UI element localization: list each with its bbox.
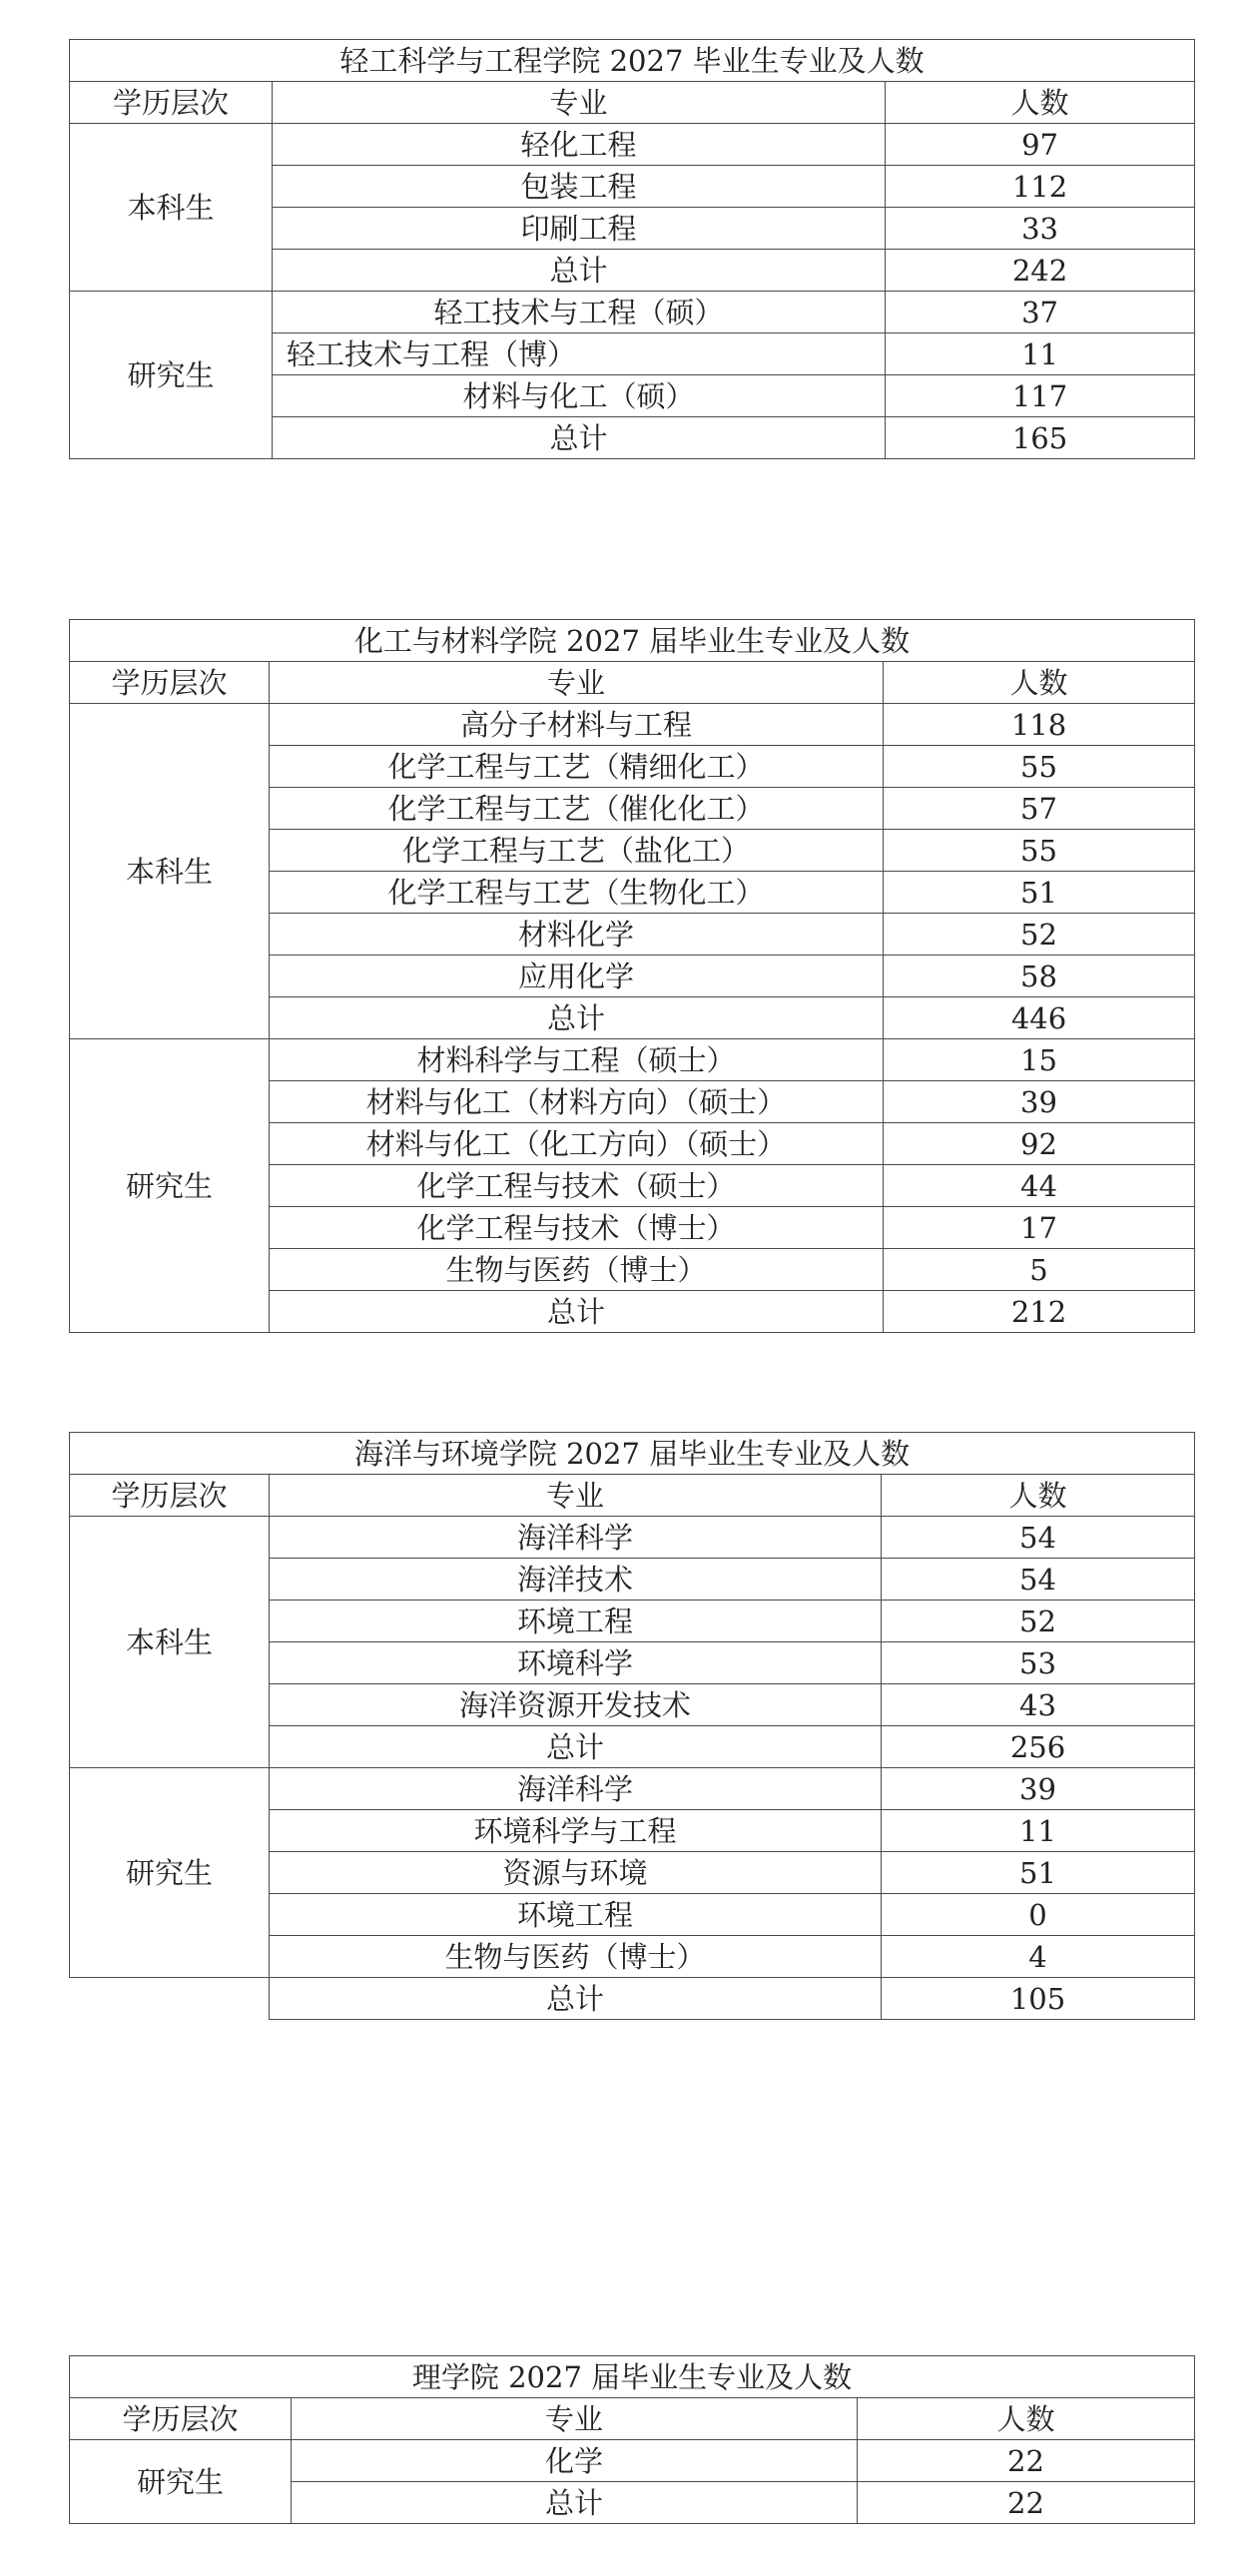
header-count: 人数	[858, 2398, 1195, 2440]
major-cell: 资源与环境	[270, 1852, 882, 1894]
level-cell: 本科生	[70, 124, 273, 292]
count-cell: 11	[886, 333, 1195, 375]
major-cell: 化学工程与工艺（生物化工）	[270, 872, 884, 914]
major-cell: 海洋科学	[270, 1517, 882, 1559]
count-cell: 11	[882, 1810, 1195, 1852]
major-cell: 生物与医药（博士）	[270, 1249, 884, 1291]
count-cell: 55	[884, 746, 1195, 788]
header-level: 学历层次	[70, 662, 270, 704]
header-count: 人数	[886, 82, 1195, 124]
count-cell: 4	[882, 1936, 1195, 1978]
major-cell: 化学工程与工艺（精细化工）	[270, 746, 884, 788]
major-cell: 化学工程与工艺（盐化工）	[270, 830, 884, 872]
major-cell: 环境科学与工程	[270, 1810, 882, 1852]
header-count: 人数	[882, 1475, 1195, 1517]
major-cell: 材料化学	[270, 914, 884, 956]
header-level: 学历层次	[70, 82, 273, 124]
count-cell: 53	[882, 1642, 1195, 1684]
total-count-cell: 105	[882, 1978, 1195, 2020]
level-cell: 本科生	[70, 1517, 270, 1768]
major-cell: 包装工程	[273, 166, 886, 208]
count-cell: 51	[884, 872, 1195, 914]
major-cell: 应用化学	[270, 956, 884, 997]
count-cell: 0	[882, 1894, 1195, 1936]
count-cell: 39	[882, 1768, 1195, 1810]
table-title: 化工与材料学院 2027 届毕业生专业及人数	[70, 620, 1195, 662]
count-cell: 37	[886, 292, 1195, 333]
count-cell: 5	[884, 1249, 1195, 1291]
total-count-cell: 242	[886, 250, 1195, 292]
header-major: 专业	[270, 662, 884, 704]
major-cell: 轻工技术与工程（博）	[273, 333, 886, 375]
count-cell: 97	[886, 124, 1195, 166]
count-cell: 17	[884, 1207, 1195, 1249]
table-ocean-environment	[69, 1432, 1195, 2020]
count-cell: 52	[882, 1601, 1195, 1642]
total-label-cell: 总计	[270, 1978, 882, 2020]
table-title: 轻工科学与工程学院 2027 毕业生专业及人数	[70, 40, 1195, 82]
total-count-cell: 22	[858, 2482, 1195, 2524]
count-cell: 57	[884, 788, 1195, 830]
major-cell: 环境工程	[270, 1894, 882, 1936]
major-cell: 材料与化工（化工方向）（硕士）	[270, 1123, 884, 1165]
major-cell: 环境工程	[270, 1601, 882, 1642]
major-cell: 材料与化工（材料方向）（硕士）	[270, 1081, 884, 1123]
major-cell: 海洋技术	[270, 1559, 882, 1601]
major-cell: 化学	[292, 2440, 858, 2482]
header-level: 学历层次	[70, 1475, 270, 1517]
count-cell: 44	[884, 1165, 1195, 1207]
level-cell: 研究生	[70, 2440, 292, 2524]
count-cell: 52	[884, 914, 1195, 956]
level-cell: 研究生	[70, 292, 273, 459]
total-label-cell: 总计	[292, 2482, 858, 2524]
major-cell: 轻工技术与工程（硕）	[273, 292, 886, 333]
header-major: 专业	[273, 82, 886, 124]
table-title: 海洋与环境学院 2027 届毕业生专业及人数	[70, 1433, 1195, 1475]
header-major: 专业	[292, 2398, 858, 2440]
total-label-cell: 总计	[270, 1726, 882, 1768]
total-label-cell: 总计	[270, 1291, 884, 1333]
total-count-cell: 165	[886, 417, 1195, 459]
total-count-cell: 256	[882, 1726, 1195, 1768]
count-cell: 58	[884, 956, 1195, 997]
level-cell: 研究生	[70, 1768, 270, 1978]
table-title: 理学院 2027 届毕业生专业及人数	[70, 2356, 1195, 2398]
count-cell: 92	[884, 1123, 1195, 1165]
table-chemical-materials	[69, 619, 1195, 1333]
total-label-cell: 总计	[273, 250, 886, 292]
count-cell: 43	[882, 1684, 1195, 1726]
major-cell: 生物与医药（博士）	[270, 1936, 882, 1978]
count-cell: 54	[882, 1559, 1195, 1601]
total-label-cell: 总计	[270, 997, 884, 1039]
total-label-cell: 总计	[273, 417, 886, 459]
count-cell: 39	[884, 1081, 1195, 1123]
major-cell: 化学工程与工艺（催化化工）	[270, 788, 884, 830]
empty-cell	[70, 1978, 270, 2020]
major-cell: 化学工程与技术（硕士）	[270, 1165, 884, 1207]
table-light-industry	[69, 39, 1195, 459]
count-cell: 55	[884, 830, 1195, 872]
level-cell: 研究生	[70, 1039, 270, 1333]
major-cell: 材料与化工（硕）	[273, 375, 886, 417]
count-cell: 22	[858, 2440, 1195, 2482]
count-cell: 118	[884, 704, 1195, 746]
table-science	[69, 2355, 1195, 2524]
total-count-cell: 212	[884, 1291, 1195, 1333]
count-cell: 33	[886, 208, 1195, 250]
count-cell: 117	[886, 375, 1195, 417]
count-cell: 54	[882, 1517, 1195, 1559]
header-count: 人数	[884, 662, 1195, 704]
major-cell: 印刷工程	[273, 208, 886, 250]
header-level: 学历层次	[70, 2398, 292, 2440]
count-cell: 51	[882, 1852, 1195, 1894]
header-major: 专业	[270, 1475, 882, 1517]
count-cell: 112	[886, 166, 1195, 208]
major-cell: 海洋资源开发技术	[270, 1684, 882, 1726]
major-cell: 轻化工程	[273, 124, 886, 166]
major-cell: 高分子材料与工程	[270, 704, 884, 746]
level-cell: 本科生	[70, 704, 270, 1039]
count-cell: 15	[884, 1039, 1195, 1081]
total-count-cell: 446	[884, 997, 1195, 1039]
major-cell: 化学工程与技术（博士）	[270, 1207, 884, 1249]
major-cell: 环境科学	[270, 1642, 882, 1684]
major-cell: 材料科学与工程（硕士）	[270, 1039, 884, 1081]
major-cell: 海洋科学	[270, 1768, 882, 1810]
